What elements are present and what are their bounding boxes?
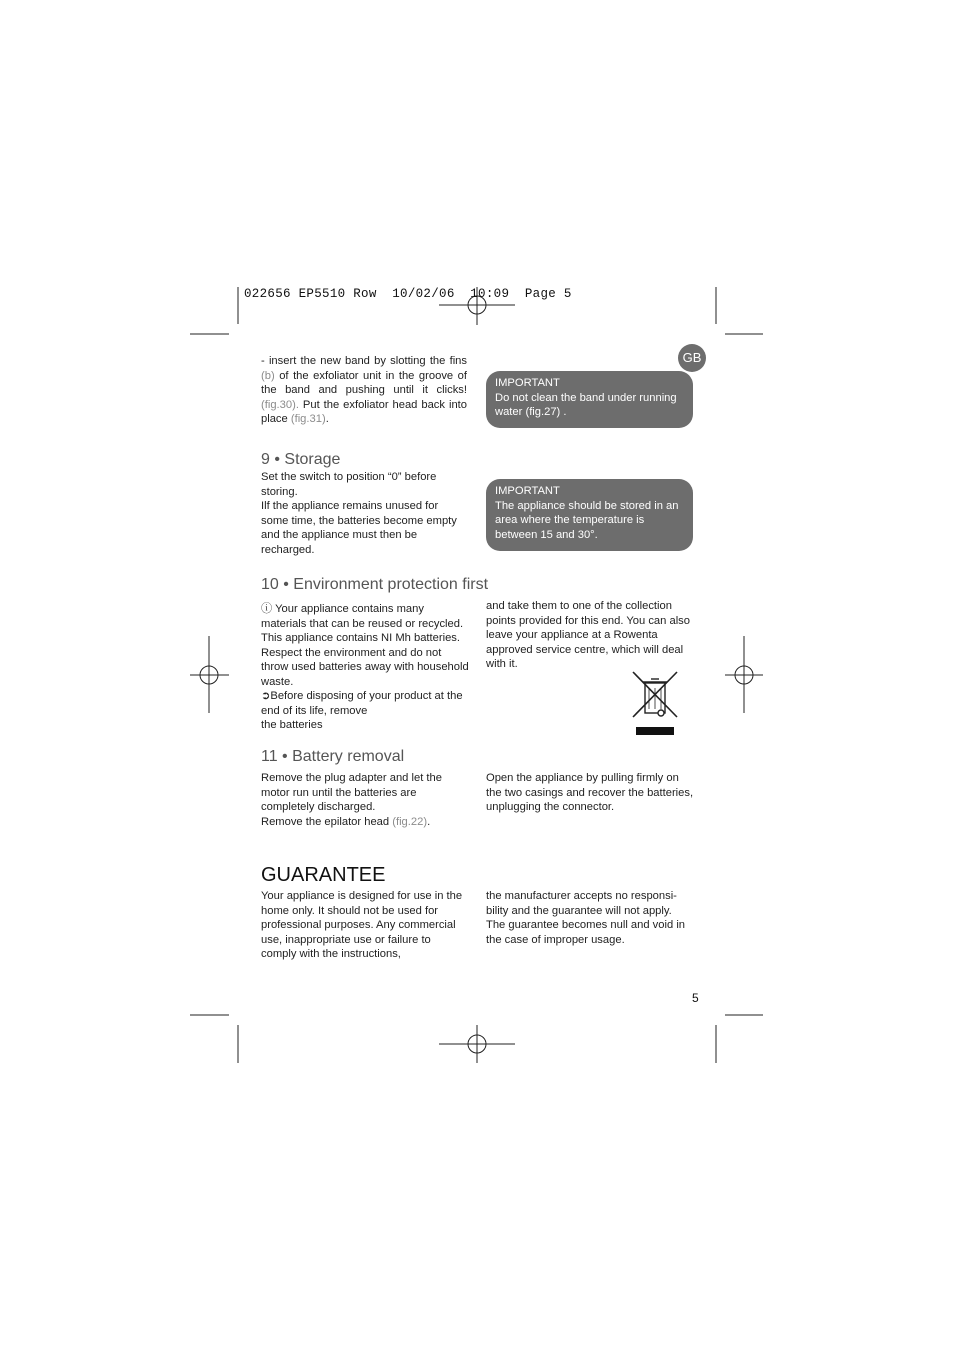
- curved-arrow-icon: ➲: [261, 690, 271, 702]
- storage-heading: 9 • Storage: [261, 451, 341, 468]
- text: .: [427, 815, 431, 828]
- important-title: IMPORTANT: [495, 485, 560, 497]
- important-box-storage: [486, 479, 693, 551]
- text: Your appliance contains many materials that can be reused or recycled. This appliance contains NI Mh batteries. Respect the environment and do not throw used batteries away with household waste.: [261, 603, 469, 688]
- text: of the exfoliator unit in the groove of the band and pushing until it clicks!: [261, 369, 467, 396]
- environment-paragraph: the batteries: [261, 719, 323, 731]
- figure-ref: (b): [261, 369, 275, 382]
- environment-heading: 10 • Environment protection first: [261, 576, 489, 593]
- storage-paragraph: Ilf the appliance remains unused for some time, the batteries become empty and the appliance must then be recharged.: [261, 500, 457, 556]
- insert-band-paragraph: [261, 354, 467, 427]
- text: - insert the new band by slotting the fins: [261, 355, 467, 367]
- info-circle-icon: ⓘ: [261, 603, 273, 615]
- guarantee-right-column: the manufacturer accepts no responsi-bility and the guarantee will not apply. The guarantee becomes null and void in the case of improper usage.: [486, 890, 686, 946]
- important-text: The appliance should be stored in an area where the temperature is between 15 and 30°.: [495, 499, 679, 541]
- guarantee-left-column: Your appliance is designed for use in the home only. It should not be used for professional purposes. Any commercial use, inappropriate use or failure to comply with the instructions,: [261, 890, 463, 960]
- battery-left-column: [261, 771, 467, 829]
- print-slug: 022656 EP5510 Row 10/02/06 10:09 Page 5: [244, 287, 572, 301]
- important-text: Do not clean the band under running water (fig.27) .: [495, 391, 677, 418]
- environment-right-column: and take them to one of the collection points provided for this end. You can also leave your appliance at a Rowenta approved service centre, which will deal with it.: [486, 600, 691, 670]
- storage-paragraph: Set the switch to position “0” before storing.: [261, 471, 437, 498]
- figure-ref: (fig.31): [290, 413, 326, 425]
- text: Put the exfoliator head back into place: [261, 398, 467, 425]
- figure-ref: (fig.22): [392, 815, 428, 828]
- battery-heading: 11 • Battery removal: [261, 748, 405, 765]
- text: Remove the epilator head: [261, 815, 393, 828]
- figure-ref: (fig.30).: [261, 398, 299, 411]
- registration-mark-bottom: [439, 1025, 515, 1063]
- environment-paragraph: [261, 602, 469, 689]
- environment-paragraph: [261, 689, 469, 718]
- page-number: 5: [692, 991, 699, 1005]
- important-box-cleaning: [486, 371, 693, 428]
- crossed-out-wheelie-bin-icon: [632, 671, 678, 737]
- text: .: [325, 413, 329, 425]
- guarantee-heading: GUARANTEE: [261, 864, 386, 886]
- battery-paragraph: Remove the plug adapter and let the motor run until the batteries are completely discharged.: [261, 772, 442, 813]
- important-title: IMPORTANT: [495, 377, 560, 389]
- registration-mark-left: [190, 636, 229, 713]
- battery-paragraph: [261, 815, 467, 830]
- environment-left-column: [261, 602, 469, 733]
- registration-mark-right: [725, 636, 763, 713]
- text: Before disposing of your product at the end of its life, remove: [261, 690, 463, 717]
- battery-right-column: Open the appliance by pulling firmly on the two casings and recover the batteries, unplugging the connector.: [486, 772, 694, 813]
- language-badge: GB: [678, 344, 706, 372]
- storage-text: [261, 470, 467, 557]
